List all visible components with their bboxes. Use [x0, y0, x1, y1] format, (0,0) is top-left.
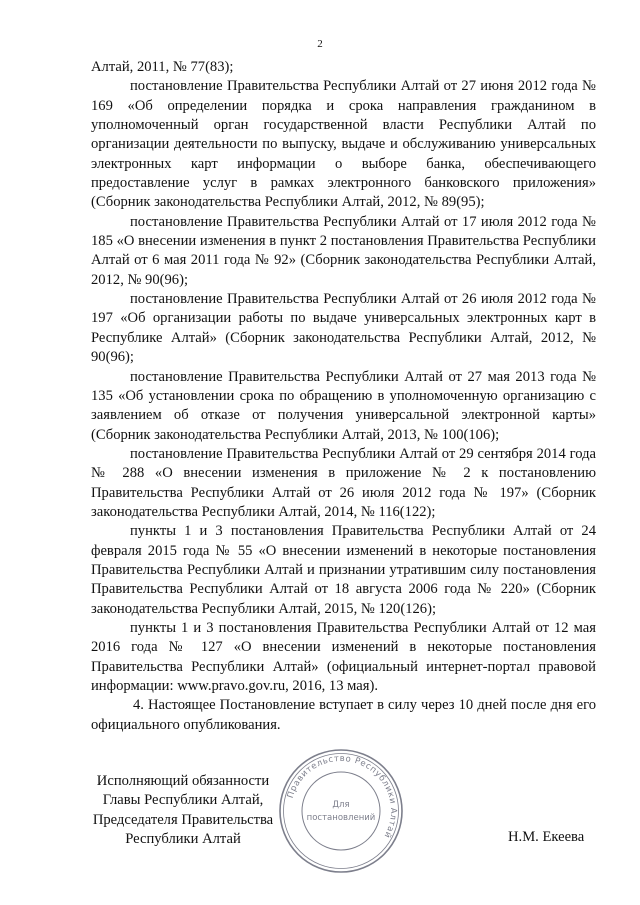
- seal-inner-ring: [302, 772, 380, 850]
- signatory-line-2: Главы Республики Алтай,: [102, 792, 264, 809]
- paragraph-1: постановление Правительства Республики Алтай от 27 июня 2012 года № 169 «Об определении порядка и срока направления гражданином в уполномоченный орган государственной власти Республики Алтай по организации деятельности по выпуску, выдаче и обслуживанию универсальных электронных карт информации о выборе банка, обеспечивающего предоставление услуг в рамках электронного банковского приложения» (Сборник законодательства Республики Алтай, 2012, № 89(95);: [91, 78, 596, 211]
- paragraph-7: пункты 1 и 3 постановления Правительства Республики Алтай от 12 мая 2016 года № 127 «О внесении изменений в некоторые постановления Правительства Республики Алтай» (официальный интернет-портал правовой информации: www.pravo.gov.ru, 2016, 13 мая).: [91, 619, 596, 694]
- seal-center-line-1: Для: [332, 800, 350, 810]
- paragraph-2: постановление Правительства Республики Алтай от 17 июля 2012 года № 185 «О внесении изменения в пункт 2 постановления Правительства Республики Алтай от 6 мая 2011 года № 92» (Сборник законодательства Республики Алтай, 2012, № 90(96);: [91, 213, 596, 288]
- signatory-line-1: Исполняющий обязанности: [96, 773, 270, 789]
- paragraph-4: постановление Правительства Республики Алтай от 27 мая 2013 года № 135 «Об установлении срока по обращению в уполномоченную организацию с заявлением об отказе от получения универсальной электронной карты» (Сборник законодательства Республики Алтай, 2013, № 100(106);: [91, 368, 596, 443]
- signatory-name: Н.М. Екеева: [508, 829, 585, 845]
- seal-ring-text: Правительство Республики Алтай: [285, 753, 399, 840]
- paragraph-3: постановление Правительства Республики Алтай от 26 июля 2012 года № 197 «Об организации работы по выдаче универсальных электронных карт в Республике Алтай» (Сборник законодательства Республики Алтай, 2012, № 90(96);: [91, 291, 596, 366]
- seal-center-line-2: постановлений: [306, 813, 376, 823]
- signatory-line-4: Республики Алтай: [125, 831, 241, 848]
- paragraph-6: пункты 1 и 3 постановления Правительства Республики Алтай от 24 февраля 2015 года № 55 «О внесении изменений в некоторые постановления Правительства Республики Алтай и признании утратившим силу постановления Правительства Республики Алтай от 18 августа 2006 года № 220» (Сборник законодательства Республики Алтай, 2015, № 120(126);: [91, 523, 596, 617]
- document-body: [91, 58, 596, 735]
- paragraph-0: Алтай, 2011, № 77(83);: [91, 59, 234, 75]
- signatory-title: [88, 772, 278, 850]
- page-number: 2: [317, 38, 323, 50]
- paragraph-8: 4. Настоящее Постановление вступает в силу через 10 дней после дня его официального опубликования.: [91, 697, 596, 733]
- seal-graphic: [277, 747, 405, 875]
- signatory-line-3: Председателя Правительства: [92, 811, 274, 828]
- seal-outer-ring: [280, 750, 402, 872]
- paragraph-5: постановление Правительства Республики Алтай от 29 сентября 2014 года № 288 «О внесении изменения в приложение № 2 к постановлению Правительства Республики Алтай от 26 июля 2012 года № 197» (Сборник законодательства Республики Алтай, 2014, № 116(122);: [91, 445, 596, 520]
- official-seal: [277, 747, 405, 875]
